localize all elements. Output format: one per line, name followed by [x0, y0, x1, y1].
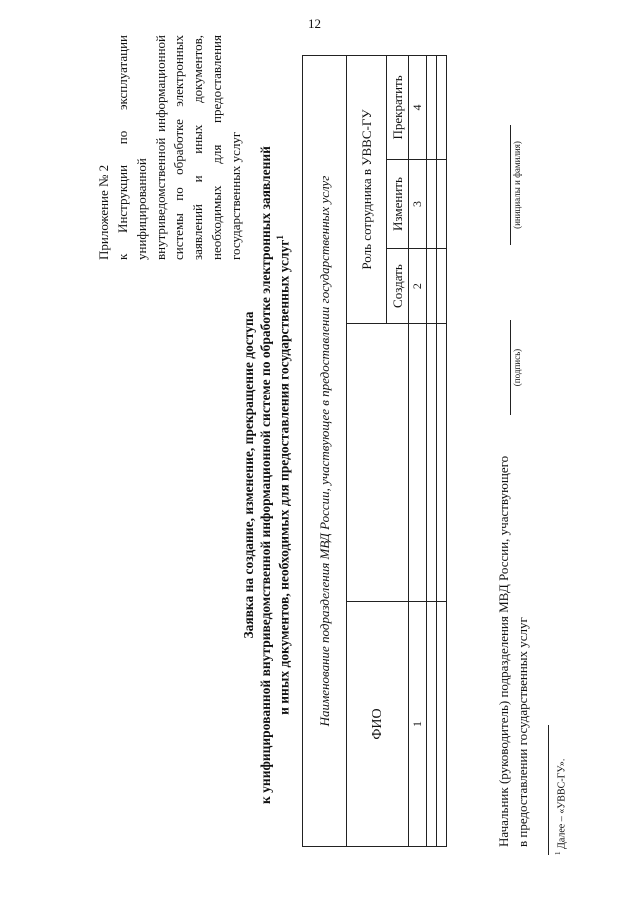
- table-cell: [437, 602, 447, 847]
- table-cell: [427, 249, 437, 324]
- role-create-header: Создать: [387, 249, 409, 324]
- table-cell: [427, 159, 437, 248]
- appendix-body: к Инструкции по эксплуатации унифицированной внутриведомственной информационной системы по обработке электронных заявлений и иных документов, необходимых для предоставления государственных услуг: [114, 35, 243, 260]
- name-caption: (инициалы и фамилия): [510, 125, 522, 245]
- fio-header: ФИО: [347, 602, 409, 847]
- signature-caption: (подпись): [510, 320, 522, 415]
- title-line-2: к унифицированной внутриведомственной информационной системе по обработке электронных заявлений: [258, 146, 274, 804]
- table-cell: [437, 56, 447, 160]
- header-gap-cell: [347, 324, 409, 602]
- table-cell: [437, 249, 447, 324]
- column-number-2: 2: [409, 249, 427, 324]
- column-number-row: [409, 56, 427, 847]
- table-row: [427, 56, 437, 847]
- footnote: [554, 759, 567, 855]
- table-cell: [437, 324, 447, 602]
- table-cell: [427, 56, 437, 160]
- column-number-3: 3: [409, 159, 427, 248]
- table-cell: [427, 324, 437, 602]
- department-label: Наименование подразделения МВД России, участвующее в предоставлении государственных услуг: [303, 56, 347, 847]
- page-number: 12: [308, 16, 321, 31]
- request-table: [302, 55, 447, 847]
- footnote-text: Далее – «УВВС-ГУ».: [556, 758, 568, 852]
- footnote-divider: [548, 725, 549, 855]
- column-number-1: 1: [409, 602, 427, 847]
- title-line-3-text: и иных документов, необходимых для предоставления государственных услуг: [276, 239, 292, 715]
- title-footnote-mark: 1: [274, 235, 285, 240]
- column-number-gap: [409, 324, 427, 602]
- table-cell: [427, 602, 437, 847]
- rotated-landscape-page: [40, 30, 600, 875]
- role-change-header: Изменить: [387, 159, 409, 248]
- role-header: Роль сотрудника в УВВС-ГУ: [347, 56, 387, 324]
- role-terminate-header: Прекратить: [387, 56, 409, 160]
- title-line-1: Заявка на создание, изменение, прекращение доступа: [241, 311, 256, 639]
- appendix-title: Приложение № 2: [96, 164, 111, 260]
- table-cell: [437, 159, 447, 248]
- title-line-3: [275, 85, 293, 865]
- column-number-4: 4: [409, 56, 427, 160]
- footnote-mark: 1: [554, 851, 562, 855]
- document-title: [240, 85, 292, 865]
- appendix-header: [95, 35, 246, 260]
- header-row: [347, 56, 387, 847]
- signature-block-text: Начальник (руководитель) подразделения МВД России, участвующего в предоставлении государственных услуг: [496, 455, 530, 847]
- department-row: [303, 56, 347, 847]
- table-row: [437, 56, 447, 847]
